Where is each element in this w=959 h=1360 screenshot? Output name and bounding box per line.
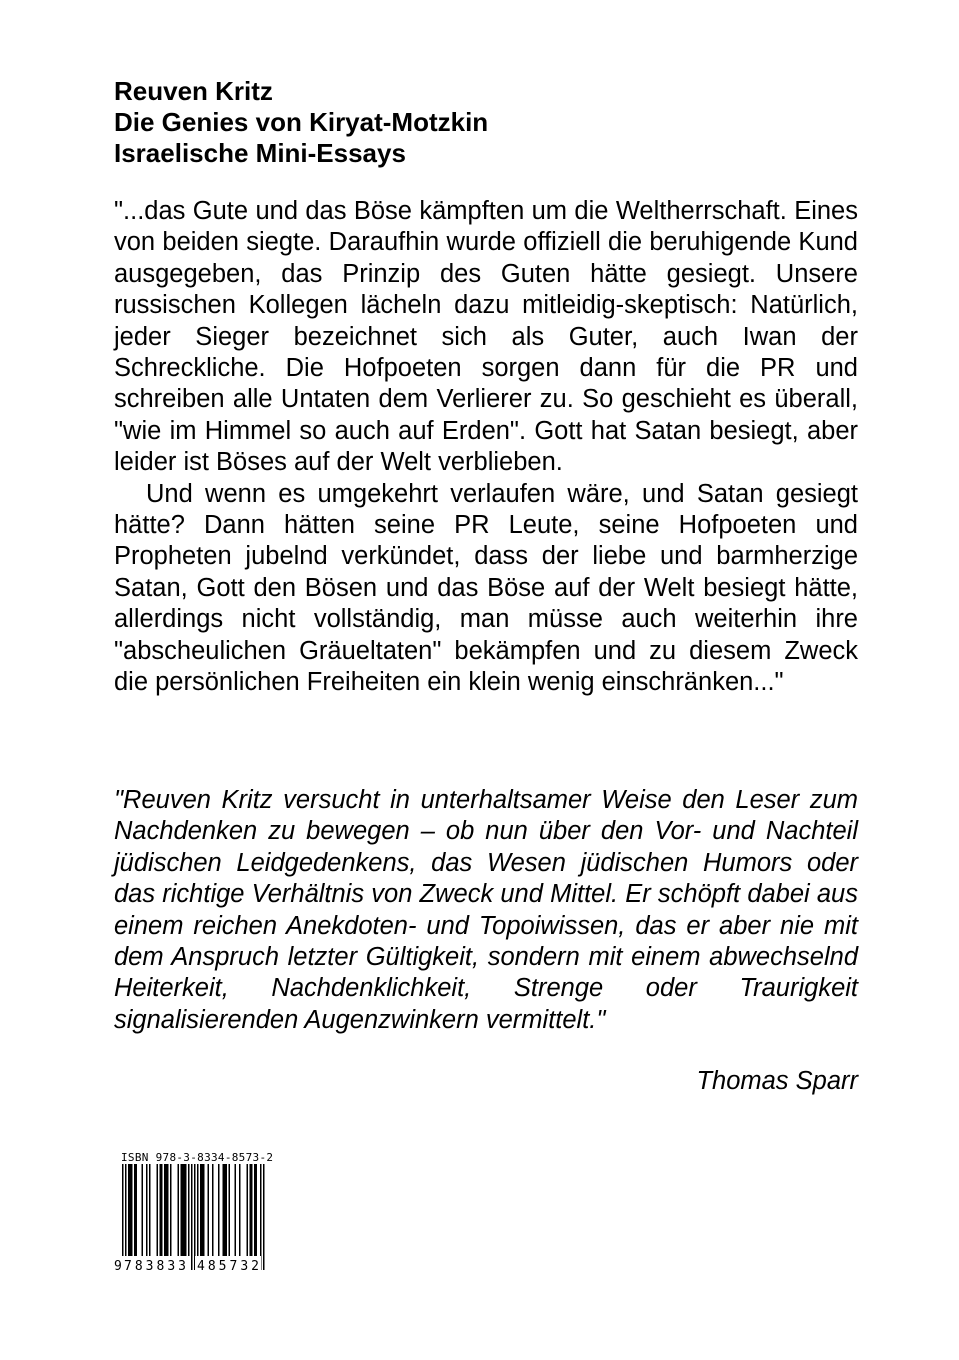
barcode-bar bbox=[181, 1164, 183, 1256]
barcode-bar bbox=[223, 1164, 225, 1256]
barcode-bar bbox=[235, 1164, 237, 1256]
barcode-bar bbox=[202, 1164, 204, 1256]
barcode-bar bbox=[185, 1164, 187, 1256]
author-name: Reuven Kritz bbox=[114, 76, 273, 106]
barcode-bar bbox=[239, 1164, 241, 1256]
barcode-bar bbox=[134, 1164, 136, 1256]
barcode-bar bbox=[191, 1164, 193, 1270]
barcode-bar bbox=[197, 1164, 199, 1256]
barcode-bar bbox=[184, 1164, 186, 1256]
barcode-bar bbox=[160, 1164, 162, 1256]
book-header bbox=[114, 76, 488, 169]
barcode-bar bbox=[161, 1164, 163, 1256]
barcode-bar bbox=[125, 1164, 127, 1270]
blurb-paragraph: Und wenn es umgekehrt verlaufen wäre, und Satan gesiegt hätte? Dann hätten seine PR Leute, seine Hofpoeten und Propheten jubelnd verkündet, dass der liebe und barmherzige Satan, Gott den Bösen und das Böse auf der Welt besiegt hätte, allerdings nicht vollständig, man müsse auch weiterhin ihre "abscheulichen Gräueltaten" bekämpfen und zu diesem Zweck die persönlichen Freiheiten ein klein wenig einschränken..." bbox=[114, 479, 858, 697]
ean-left-digits: 783833 bbox=[124, 1259, 186, 1272]
barcode-bar bbox=[247, 1164, 249, 1256]
barcode-bar bbox=[170, 1164, 172, 1256]
barcode-bar bbox=[178, 1164, 180, 1256]
ean-right-digits: 485732 bbox=[197, 1259, 259, 1272]
barcode-bar bbox=[167, 1164, 169, 1256]
barcode-bar bbox=[254, 1164, 256, 1256]
barcode-bar bbox=[182, 1164, 184, 1256]
barcode-bar bbox=[212, 1164, 214, 1256]
isbn-label: ISBN 978-3-8334-8573-2 bbox=[121, 1151, 274, 1164]
barcode-bar bbox=[166, 1164, 168, 1256]
barcode-bar bbox=[122, 1164, 124, 1270]
barcode-bar bbox=[251, 1164, 253, 1256]
barcode-bar bbox=[142, 1164, 144, 1256]
blurb-excerpt bbox=[114, 196, 858, 699]
barcode-bar bbox=[128, 1164, 130, 1256]
review-quote: "Reuven Kritz versucht in unterhaltsamer Weise den Leser zum Nachdenken zu bewegen – ob nun über den Vor- und Nachteil jüdischen Leidgedenkens, das Wesen jüdischen Humors oder das richtige Verhältnis von Zweck und Mittel. Er schöpft dabei aus einem reichen Anekdoten- und Topoiwissen, das er aber nie mit dem Anspruch letzter Gültigkeit, sondern mit einem abwechselnd Heiterkeit, Nachdenklichkeit, Strenge oder Traurigkeit signalisierenden Augenzwinkern vermittelt." bbox=[114, 786, 858, 1034]
barcode-bar bbox=[263, 1164, 265, 1270]
barcode-bar bbox=[130, 1164, 132, 1256]
barcode-bar bbox=[224, 1164, 226, 1256]
barcode-bar bbox=[200, 1164, 202, 1256]
barcode-bar bbox=[164, 1164, 166, 1256]
barcode-bar bbox=[131, 1164, 133, 1256]
barcode-bar bbox=[256, 1164, 258, 1256]
barcode-bar bbox=[194, 1164, 196, 1270]
barcode-bar bbox=[149, 1164, 151, 1256]
barcode-bar bbox=[226, 1164, 228, 1256]
ean-first-digit: 9 bbox=[114, 1259, 122, 1272]
barcode-bar bbox=[157, 1164, 159, 1256]
barcode-bar bbox=[136, 1164, 138, 1256]
barcode-bar bbox=[250, 1164, 252, 1256]
barcode-bars bbox=[122, 1164, 265, 1270]
barcode-bar bbox=[203, 1164, 205, 1256]
barcode-bar bbox=[146, 1164, 148, 1256]
barcode-bar bbox=[229, 1164, 231, 1256]
barcode-bar bbox=[208, 1164, 210, 1256]
book-title: Die Genies von Kiryat-Motzkin bbox=[114, 107, 489, 137]
barcode-bar bbox=[188, 1164, 190, 1256]
book-subtitle: Israelische Mini-Essays bbox=[114, 138, 406, 168]
barcode bbox=[112, 1164, 274, 1272]
barcode-bar bbox=[260, 1164, 262, 1270]
barcode-bar bbox=[218, 1164, 220, 1256]
blurb-paragraph: "...das Gute und das Böse kämpften um die Weltherrschaft. Eines von beiden siegte. Daraufhin wurde offiziell die beruhigende Kund ausgegeben, das Prinzip des Guten hätte gesiegt. Unsere russischen Kollegen lächeln dazu mitleidig-skeptisch: Natürlich, jeder Sieger bezeichnet sich als Guter, auch Iwan der Schreckliche. Die Hofpoeten sorgen dann für die PR und schreiben alle Untaten dem Verlierer zu. So geschieht es überall, "wie im Himmel so auch auf Erden". Gott hat Satan besiegt, aber leider ist Böses auf der Welt verblieben. bbox=[114, 197, 858, 477]
reviewer-name: Thomas Sparr bbox=[696, 1067, 858, 1095]
